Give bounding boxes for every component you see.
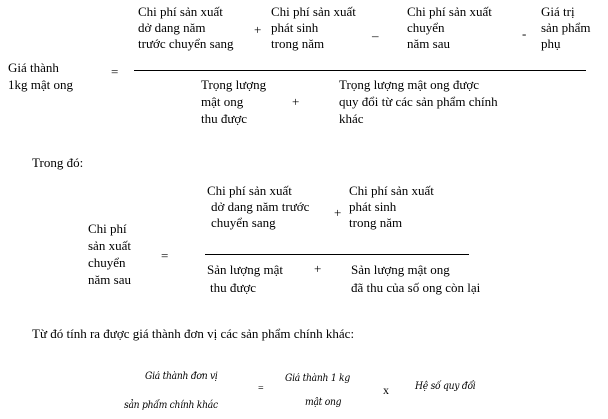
f2-den-term2-line2: đã thu của số ong còn lại [351, 280, 481, 295]
f3-times: x [383, 383, 389, 397]
f2-num-plus: + [334, 205, 342, 220]
f3-rhs: Hệ số quy đổi [415, 381, 476, 392]
f1-num-term1-line1: Chi phí sản xuất [138, 4, 223, 19]
f1-num-term1-line3: trước chuyển sang [138, 36, 234, 51]
f2-den-term1-line2: thu được [210, 280, 257, 295]
f2-lhs-line2: sản xuất [88, 238, 131, 253]
f1-num-term4-line2: sản phẩm [541, 20, 591, 35]
f1-num-term3-line2: chuyển [407, 20, 445, 35]
f3-mid-line2: mật ong [305, 397, 342, 408]
f2-lhs-line1: Chi phí [88, 221, 127, 236]
f1-num-term1-line2: dở dang năm [138, 20, 206, 35]
f1-num-dash: - [522, 26, 527, 41]
f1-den-term2-line3: khác [339, 111, 364, 126]
f1-lhs-line1: Giá thành [8, 60, 59, 75]
f1-den-term1-line2: mật ong [201, 94, 244, 109]
f2-den-term1-line1: Sản lượng mật [207, 262, 284, 277]
f1-num-term3-line3: năm sau [407, 36, 450, 51]
conclusion-text: Từ đó tính ra được giá thành đơn vị các sản phẩm chính khác: [32, 326, 355, 341]
f1-den-term1-line3: thu được [201, 111, 248, 126]
f1-num-term4-line3: phụ [541, 36, 561, 51]
f2-num-term2-line1: Chi phí sản xuất [349, 183, 434, 198]
f1-equals: = [111, 64, 119, 79]
f1-den-term2-line1: Trọng lượng mật ong được [339, 77, 480, 92]
f1-lhs-line2: 1kg mật ong [8, 77, 73, 92]
f3-lhs-line1: Giá thành đơn vị [145, 371, 218, 382]
f1-num-term2-line3: trong năm [271, 36, 325, 51]
f2-equals: = [161, 248, 169, 263]
f2-num-term2-line2: phát sinh [349, 199, 397, 214]
f2-num-term1-line3: chuyển sang [211, 215, 276, 230]
f2-num-term1-line2: dở dang năm trước [211, 199, 310, 214]
trong-do-label: Trong đó: [32, 155, 84, 170]
f1-den-plus: + [292, 94, 300, 109]
f2-den-plus: + [314, 261, 322, 276]
f2-den-term2-line1: Sản lượng mật ong [351, 262, 450, 277]
f1-den-term2-line2: quy đổi từ các sản phẩm chính [339, 94, 498, 109]
f2-num-term2-line3: trong năm [349, 215, 403, 230]
f3-lhs-line2: sản phẩm chính khác [124, 400, 218, 411]
f3-mid-line1: Giá thành 1 kg [285, 373, 350, 384]
f1-num-term3-line1: Chi phí sản xuất [407, 4, 492, 19]
f1-num-plus: + [254, 22, 262, 37]
f1-num-term2-line1: Chi phí sản xuất [271, 4, 356, 19]
f2-num-term1-line1: Chi phí sản xuất [207, 183, 292, 198]
f2-lhs-line3: chuyển [88, 255, 126, 270]
f1-num-term4-line1: Giá trị [541, 4, 575, 19]
f1-num-minus: – [372, 28, 379, 43]
f1-num-term2-line2: phát sinh [271, 20, 319, 35]
f3-equals: = [258, 383, 264, 394]
f2-fraction-bar [205, 254, 469, 255]
f1-fraction-bar [134, 70, 586, 71]
f2-lhs-line4: năm sau [88, 272, 131, 287]
f1-den-term1-line1: Trọng lượng [201, 77, 267, 92]
